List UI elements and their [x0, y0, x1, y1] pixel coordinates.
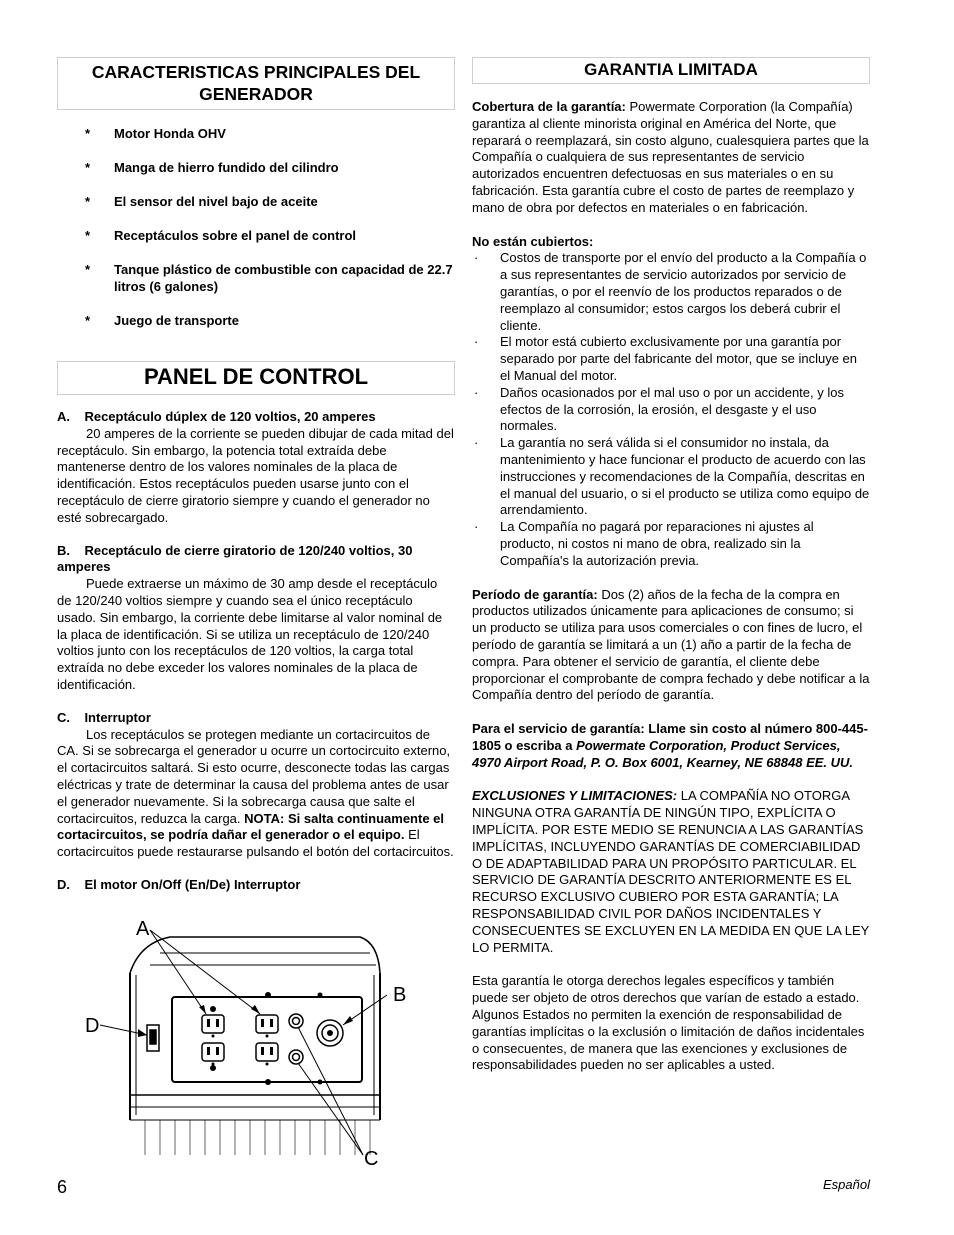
not-covered-label: No están cubiertos:: [472, 233, 594, 249]
section-c-body: Los receptáculos se protegen mediante un cortacircuitos de CA. Si se sobrecarga el generador u ocurre un cortocircuito externo, el cortacircuitos saltará. Si esto ocurre, desconecte todas las cargas eléctricas y trate de determinar la causa del problema antes de usar el generador nuevamente. Si la sobrecarga causa que salte el cortacircuitos, reduzca la carga. NOTA: Si salta continuamente el cortacircuitos, se podría dañar el generador o el equipo. El cortacircuitos puede restaurarse pulsando el botón del cortacircuitos.: [57, 726, 454, 860]
exclusions-paragraph: EXCLUSIONES Y LIMITACIONES: LA COMPAÑÍA NO OTORGA NINGUNA OTRA GARANTÍA DE NINGÚN TIPO, EXPLÍCITA O IMPLÍCITA. POR ESTE MEDIO SE RENUNCIA A LAS GARANTÍAS IMPLÍCITAS, INCLUYENDO GARANTÍAS DE COMERCIABILIDAD O DE ADAPTABILIDAD PARA UN PROPÓSITO PARTICULAR. EL SERVICIO DE GARANTÍA DESCRITO ANTERIORMENTE ES EL RECURSO EXCLUSIVO CUBIERO POR ESTA GARANTÍA; LA RESPONSABILIDAD CIVIL POR DAÑOS INCIDENTALES Y CONSECUENTES SE EXCLUYEN EN LA MEDIDA EN QUE LA LEY LO PERMITA.: [472, 788, 870, 955]
period-paragraph: Período de garantía: Dos (2) años de la fecha de la compra en productos utilizados únicamente para aplicaciones de consumo; si un producto se utiliza para usos comerciales o con fines de lucro, el período de garantía se limitará a un (1) año a partir de la fecha de compra. Para obtener el servicio de garantía, el cliente debe proporcionar el comprobante de compra fechado y debe notificar a la Compañía dentro del período de garantía.: [472, 586, 870, 703]
bullet-star: *: [85, 194, 91, 209]
section-c-note: NOTA: Si salta continuamente el cortacircuitos, se podría dañar el generador o el equipo.: [57, 810, 445, 843]
section-b-heading: B. Receptáculo de cierre giratorio de 120/240 voltios, 30 amperes: [57, 542, 413, 575]
features-list: [57, 125, 455, 329]
service-paragraph: Para el servicio de garantía: Llame sin costo al número 800-445-1805 o escriba a Powermate Corporation, Product Services, 4970 Airport Road, P. O. Box 6001, Kearney, NE 68848 EE. UU.: [472, 721, 868, 770]
feature-item: * Tanque plástico de combustible con capacidad de 22.7 litros (6 galones): [85, 262, 453, 294]
circuit-breaker-icon: [289, 1014, 303, 1064]
warranty-heading: GARANTIA LIMITADA: [584, 60, 758, 79]
figure-label-a: A: [136, 918, 150, 940]
duplex-receptacle-icon: [202, 1015, 278, 1061]
bullet-star: *: [85, 228, 91, 243]
language-label: Español: [823, 1177, 870, 1192]
feature-item: * El sensor del nivel bajo de aceite: [85, 194, 318, 209]
section-a-heading: A. Receptáculo dúplex de 120 voltios, 20 amperes: [57, 409, 376, 424]
feature-item: * Juego de transporte: [85, 313, 239, 328]
exclusions-label: EXCLUSIONES Y LIMITACIONES:: [472, 788, 678, 804]
feature-item: * Manga de hierro fundido del cilindro: [85, 160, 339, 175]
features-heading: CARACTERISTICAS PRINCIPALES DEL GENERADOR: [91, 62, 421, 104]
on-off-switch-icon: [147, 1025, 159, 1051]
bullet-star: *: [85, 262, 91, 277]
feature-item: * Motor Honda OHV: [85, 126, 226, 141]
section-a-body: 20 amperes de la corriente se pueden dibujar de cada mitad del receptáculo. Sin embargo, la potencia total extraída debe mantenerse dentro de los valores nominales de la placa de identificación. Estos receptáculos pueden usarse junto con el receptáculo de cierre giratorio siempre y cuando el generador no esté sobrecargado.: [57, 425, 454, 525]
control-panel-figure: [80, 915, 410, 1170]
bullet-star: *: [85, 160, 91, 175]
control-panel-sections: [57, 409, 455, 894]
figure-label-c: C: [364, 1148, 379, 1170]
figure-label-b: B: [393, 984, 407, 1006]
section-d-heading: D. El motor On/Off (En/De) Interruptor: [57, 876, 301, 892]
warranty-heading-box: [472, 57, 870, 84]
page-number: 6: [57, 1177, 68, 1197]
not-covered-item: · Costos de transporte por el envío del producto a la Compañía o a sus representantes de servicio autorizados por servicio de garantías, o por el reenvío de los productos reparados o de reemplazo al consumidor; estos cargos los deberá cubrir el cliente.: [474, 250, 867, 333]
feature-item: * Receptáculos sobre el panel de control: [85, 228, 357, 243]
features-heading-box: [57, 57, 455, 110]
service-address: Powermate Corporation, Product Services, 4970 Airport Road, P. O. Box 6001, Kearney, NE 68848 EE. UU.: [472, 737, 854, 770]
not-covered-item: · El motor está cubierto exclusivamente por una garantía por separado por parte del fabricante del motor, que se incluye en el Manual del motor.: [474, 334, 858, 383]
control-panel-heading: PANEL DE CONTROL: [143, 364, 369, 389]
coverage-paragraph: Cobertura de la garantía: Powermate Corporation (la Compañía) garantiza al cliente minorista original en América del Norte, que reparará o reemplazará, sin costo alguno, cualesquiera partes que la Compañía o cualquiera de sus representantes de servicio autorizados encuentren defectuosas en sus materiales o en su fabricación. Esta garantía cubre el costo de partes de reemplazo y mano de obra por defectos en materiales o en fabricación.: [472, 99, 869, 215]
final-paragraph: Esta garantía le otorga derechos legales específicos y también puede ser objeto de otros derechos que varían de estado a estado. Algunos Estados no permiten la exención de responsabilidad de garantías implícitas o la exclusión o limitación de daños incidentales o consecuentes, de manera que las exenciones y exclusiones de responsabilidades pueden no ser aplicables a usted.: [472, 973, 865, 1073]
period-label: Período de garantía:: [472, 586, 598, 602]
figure-label-d: D: [85, 1015, 100, 1037]
control-panel-heading-box: [57, 361, 455, 395]
not-covered-item: · La Compañía no pagará por reparaciones ni ajustes al producto, ni costos ni mano de obra, realizado sin la Compañía's la autorización previa.: [474, 519, 814, 568]
not-covered-item: · La garantía no será válida si el consumidor no instala, da mantenimiento y hace funcionar el producto de acuerdo con las instrucciones y recomendaciones de la Compañía, descritas en el manual del usuario, o si el producto se utiliza como equipo de arrendamiento.: [474, 435, 870, 518]
section-b-body: Puede extraerse un máximo de 30 amp desde el receptáculo de 120/240 voltios siempre y cuando sea el único receptáculo usado. Sin embargo, la corriente debe limitarse al valor nominal de la placa de identificación. Si se utiliza un receptáculo de 120/240 voltios junto con los receptáculos de 120 voltios, la carga total extraída no debe exceder los valores nominales de la placa de identificación.: [57, 576, 443, 692]
bullet-star: *: [85, 313, 91, 328]
warranty-text: [472, 99, 870, 1074]
coverage-label: Cobertura de la garantía:: [472, 99, 626, 114]
not-covered-item: · Daños ocasionados por el mal uso o por un accidente, y los efectos de la corrosión, la erosión, el desgaste y el uso normales.: [474, 384, 844, 434]
section-c-heading: C. Interruptor: [57, 709, 151, 725]
bullet-star: *: [85, 126, 91, 141]
